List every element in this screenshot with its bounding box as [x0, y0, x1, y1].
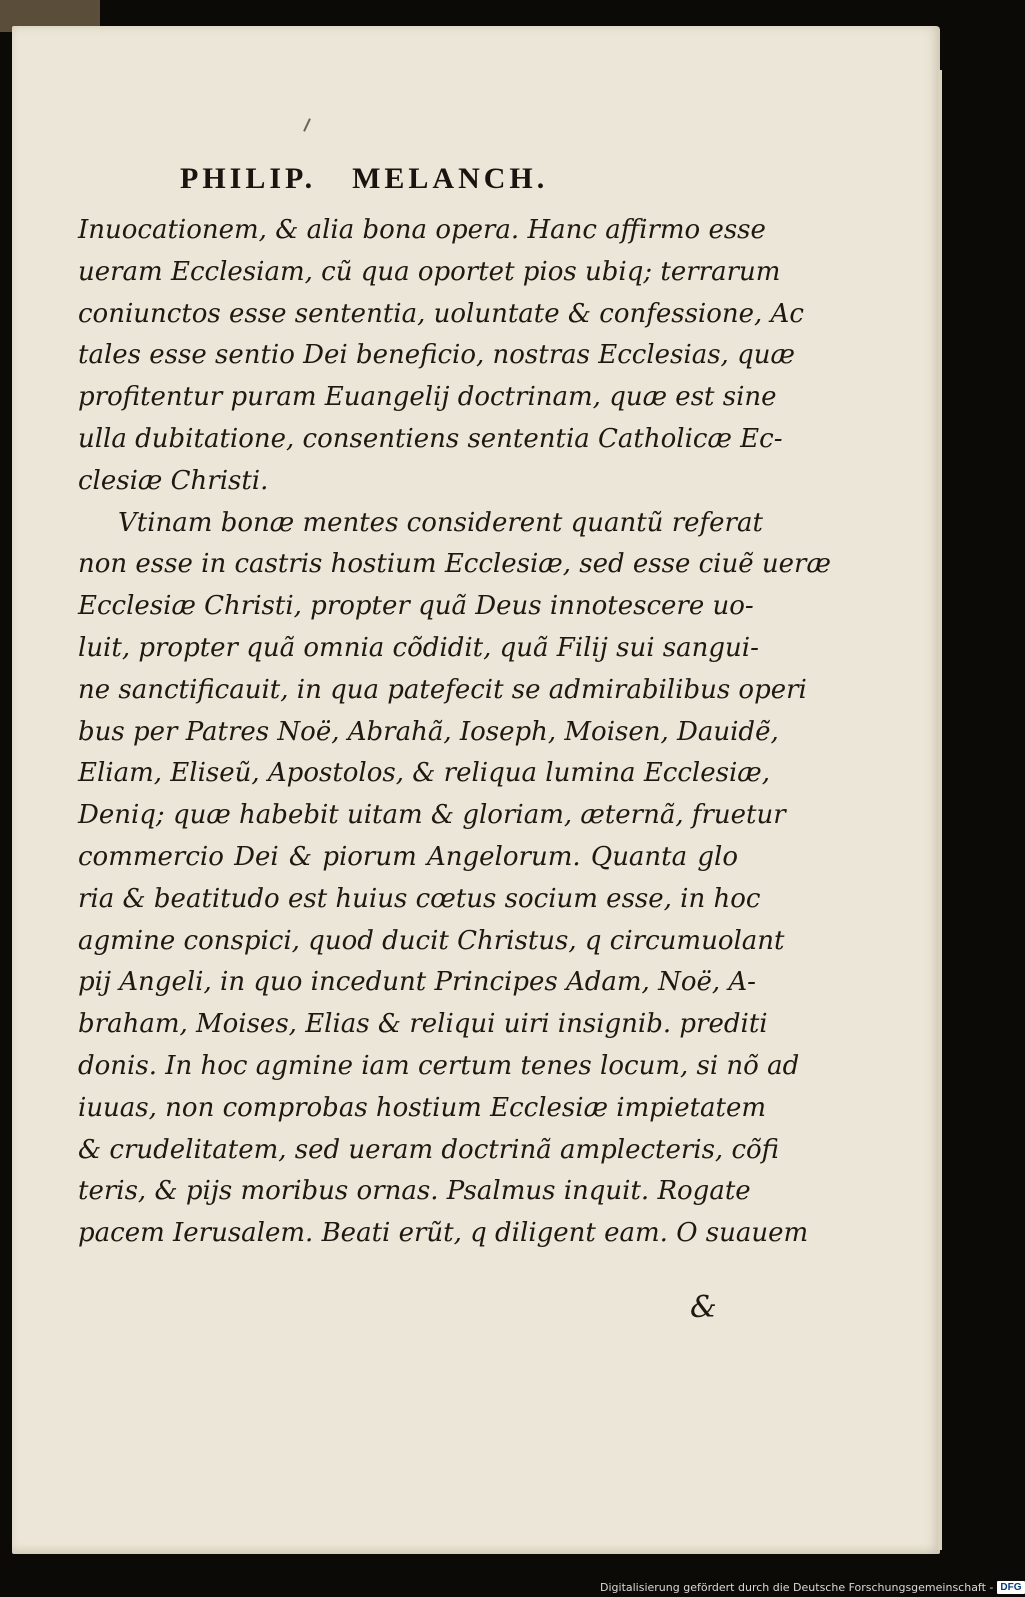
text-line: ria & beatitudo est huius cœtus socium esse, in hoc [78, 883, 761, 914]
text-line: ulla dubitatione, consentiens sententia Catholicæ Ec- [78, 423, 783, 454]
text-line: Deniq; quæ habebit uitam & gloriam, æternã, fruetur [78, 800, 786, 831]
digitization-credit [600, 1578, 1025, 1596]
text-line: tales esse sentio Dei beneficio, nostras Ecclesias, quæ [78, 340, 795, 371]
text-line: non esse in castris hostium Ecclesiæ, sed esse ciuẽ ueræ [78, 549, 831, 580]
text-line: iuuas, non comprobas hostium Ecclesiæ impietatem [78, 1092, 767, 1123]
text-line: donis. In hoc agmine iam certum tenes locum, si nõ ad [78, 1050, 800, 1081]
text-line: pacem Ierusalem. Beati erũt, q diligent eam. O suauem [78, 1218, 809, 1249]
text-line: commercio Dei & piorum Angelorum. Quanta glo [78, 841, 738, 872]
text-line: pij Angeli, in quo incedunt Principes Adam, Noë, A- [78, 967, 756, 998]
page-body [78, 210, 831, 1255]
text-line: profitentur puram Euangelij doctrinam, quæ est sine [78, 382, 777, 413]
text-line: Ecclesiæ Christi, propter quã Deus innotescere uo- [78, 591, 754, 622]
text-line: Vtinam bonæ mentes considerent quantũ referat [118, 507, 763, 538]
text-line: luit, propter quã omnia cõdidit, quã Filij sui sangui- [78, 632, 759, 663]
text-line: braham, Moises, Elias & reliqui uiri insignib. prediti [78, 1009, 768, 1040]
page-edge [938, 70, 942, 1550]
text-line: clesiæ Christi. [78, 465, 269, 496]
header-author-last: MELANCH. [352, 162, 549, 195]
catchword: & [690, 1290, 717, 1325]
header-author-first: PHILIP. [180, 162, 317, 195]
text-line: bus per Patres Noë, Abrahã, Ioseph, Moisen, Dauidẽ, [78, 716, 779, 747]
text-line: & crudelitatem, sed ueram doctrinã amplecteris, cõfi [78, 1134, 780, 1165]
text-line: teris, & pijs moribus ornas. Psalmus inquit. Rogate [78, 1176, 751, 1207]
text-line: ne sanctificauit, in qua patefecit se admirabilibus operi [78, 674, 807, 705]
dfg-logo: DFG [997, 1581, 1024, 1594]
text-line: agmine conspici, quod ducit Christus, q circumuolant [78, 925, 785, 956]
text-line: Inuocationem, & alia bona opera. Hanc affirmo esse [78, 215, 766, 245]
text-line: coniunctos esse sententia, uoluntate & confessione, Ac [78, 298, 804, 329]
credit-text: Digitalisierung gefördert durch die Deutsche Forschungsgemeinschaft - [600, 1580, 994, 1594]
text-line: Eliam, Eliseũ, Apostolos, & reliqua lumina Ecclesiæ, [78, 758, 770, 789]
text-line: ueram Ecclesiam, cũ qua oportet pios ubiq; terrarum [78, 256, 781, 287]
running-header [180, 162, 640, 196]
